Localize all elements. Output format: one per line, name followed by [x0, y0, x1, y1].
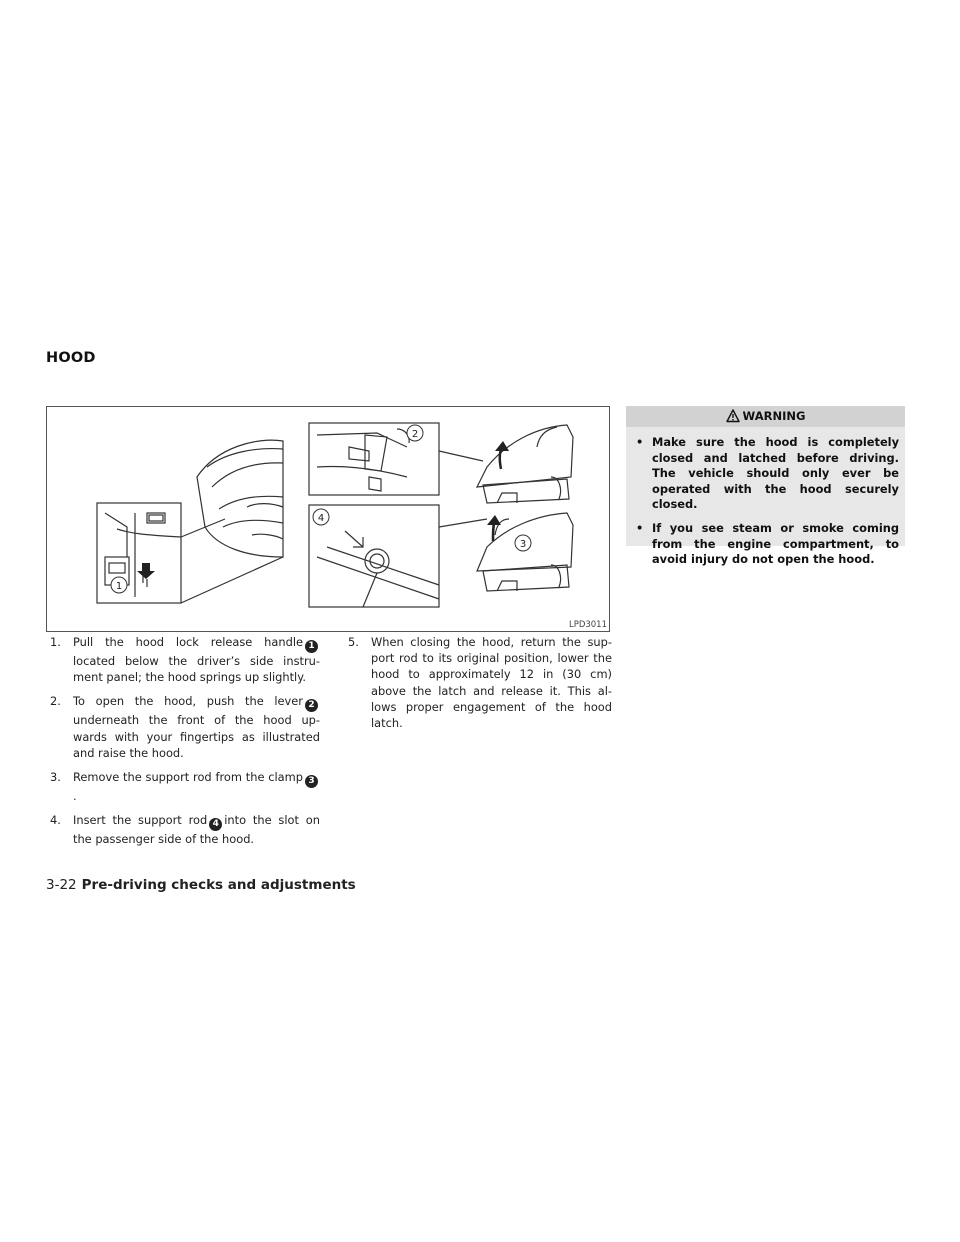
step-text: Remove the support rod from the clamp [73, 770, 303, 785]
step-text: Insert the support rod [73, 813, 208, 828]
bullet: • [636, 520, 644, 535]
step-text-continued: located below the driver’s side instru- ment panel; the hood springs up slightly. [73, 654, 320, 685]
step-number: 2. [50, 694, 61, 709]
callout-3-icon: 3 [305, 775, 318, 788]
step-3 [50, 769, 320, 804]
step-number: 3. [50, 770, 61, 785]
steps-left-column [50, 634, 320, 855]
step-4 [50, 812, 320, 847]
illustration-callout-4: 4 [317, 513, 325, 524]
step-2 [50, 693, 320, 761]
step-text-continued: . [73, 789, 77, 804]
step-number: 5. [348, 635, 359, 649]
warning-item [632, 521, 899, 568]
warning-title: WARNING [742, 409, 806, 423]
callout-4-icon: 4 [209, 818, 222, 831]
illustration-callout-3: 3 [519, 539, 527, 550]
callout-1-icon: 1 [305, 640, 318, 653]
illustration-drawing [47, 407, 609, 631]
callout-2-icon: 2 [305, 699, 318, 712]
page-footer [46, 877, 356, 893]
step-text-continued: into the slot on the passenger side of the hood. [73, 813, 320, 847]
illustration-callout-2: 2 [411, 429, 419, 440]
warning-text: If you see steam or smoke coming from the engine compartment, to avoid injury do not open the hood. [652, 520, 899, 567]
step-number: 4. [50, 813, 61, 828]
warning-triangle-icon [726, 409, 740, 423]
step-text: To open the hood, push the lever [73, 694, 303, 709]
warning-box [626, 406, 905, 567]
page-number: 3-22 [46, 877, 77, 893]
step-text: Pull the hood lock release handle [73, 635, 303, 649]
warning-item [632, 435, 899, 513]
illustration-callout-1: 1 [115, 581, 123, 592]
figure-code: LPD3011 [568, 620, 607, 630]
warning-list [626, 427, 905, 568]
steps-right-column [348, 634, 612, 739]
step-number: 1. [50, 635, 61, 649]
chapter-title: Pre-driving checks and adjustments [81, 877, 356, 893]
warning-text: Make sure the hood is completely closed and latched before driving. The vehicle should only ever be operated with the hood securely closed. [652, 435, 899, 512]
hood-release-illustration [46, 406, 610, 632]
step-1 [50, 634, 320, 685]
section-title: HOOD [46, 350, 96, 366]
step-text-continued: underneath the front of the hood up- wards with your fingertips as illustrated and raise the hood. [73, 713, 320, 760]
step-text: When closing the hood, return the sup- port rod to its original position, lower the hood to approximately 12 in (30 cm) above the latch and release it. This al- lows proper engagement of the hood latch. [371, 635, 612, 731]
step-5 [348, 634, 612, 731]
warning-header [626, 406, 905, 427]
bullet: • [636, 435, 644, 449]
